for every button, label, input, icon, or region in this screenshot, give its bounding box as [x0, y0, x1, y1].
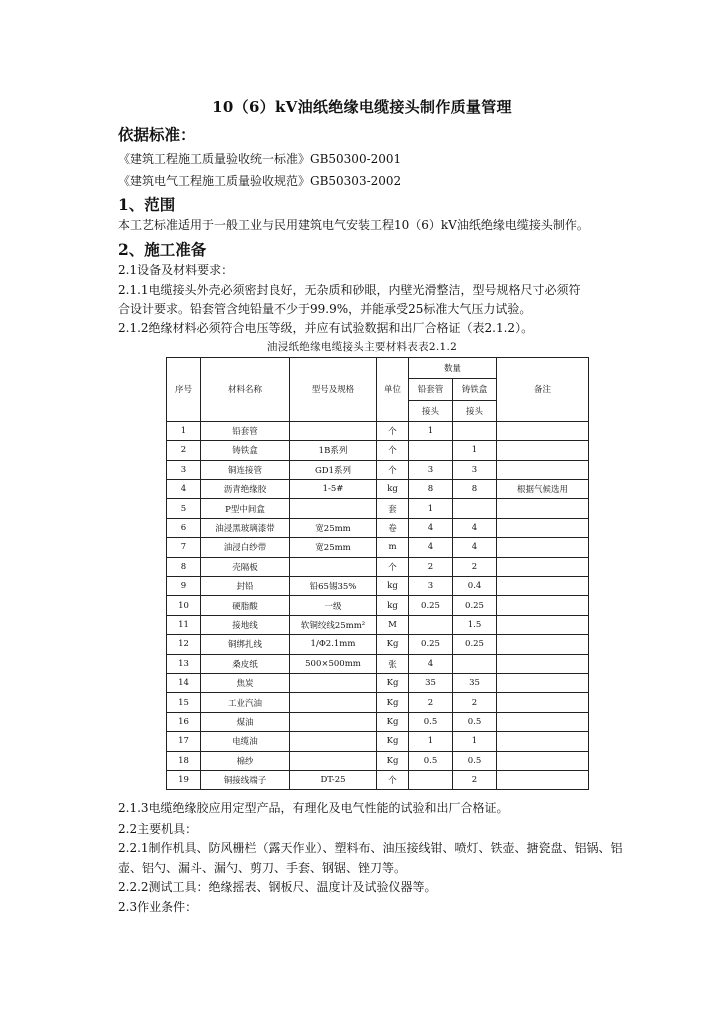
cell-no: 1	[167, 421, 201, 440]
cell-iron: 0.5	[453, 712, 497, 731]
cell-unit: 张	[377, 654, 409, 673]
cell-name: 铜绑扎线	[201, 635, 290, 654]
paragraph-2-2-1-line2: 壶、铝勺、漏斗、漏勺、剪刀、手套、钢锯、锉刀等。	[118, 861, 407, 875]
cell-note	[497, 751, 589, 770]
table-row	[167, 421, 589, 440]
cell-name: 铅套管	[201, 421, 290, 440]
cell-spec: 宽25mm	[290, 538, 377, 557]
section-1-text: 本工艺标准适用于一般工业与民用建筑电气安装工程10（6）kV油纸绝缘电缆接头制作。	[118, 218, 589, 232]
cell-unit: M	[377, 615, 409, 634]
cell-iron	[453, 654, 497, 673]
table-row	[167, 654, 589, 673]
cell-note	[497, 518, 589, 537]
table-row	[167, 712, 589, 731]
cell-iron: 2	[453, 693, 497, 712]
cell-lead: 3	[409, 577, 453, 596]
paragraph-2-2-1-line1: 2.2.1制作机具、防风栅栏（露天作业）、塑料布、油压接线钳、喷灯、铁壶、搪瓷盘、铝锅、铝	[118, 841, 623, 855]
cell-note	[497, 693, 589, 712]
cell-lead: 1	[409, 732, 453, 751]
cell-no: 16	[167, 712, 201, 731]
table-row	[167, 518, 589, 537]
table-row	[167, 480, 589, 499]
table-row	[167, 499, 589, 518]
cell-lead: 0.5	[409, 751, 453, 770]
table-row	[167, 557, 589, 576]
table-row	[167, 441, 589, 460]
cell-note	[497, 499, 589, 518]
cell-iron: 1.5	[453, 615, 497, 634]
cell-name: 电缆油	[201, 732, 290, 751]
cell-spec	[290, 693, 377, 712]
cell-unit: kg	[377, 480, 409, 499]
header-unit: 单位	[377, 358, 409, 422]
cell-note	[497, 538, 589, 557]
cell-name: 油浸白纱带	[201, 538, 290, 557]
cell-lead: 35	[409, 673, 453, 692]
paragraph-2-2-2: 2.2.2测试工具：绝缘摇表、钢板尺、温度计及试验仪器等。	[118, 880, 437, 894]
section-1-heading: 1、范围	[118, 195, 176, 214]
cell-note	[497, 770, 589, 789]
cell-note	[497, 732, 589, 751]
cell-no: 18	[167, 751, 201, 770]
cell-no: 9	[167, 577, 201, 596]
cell-spec: 1-5#	[290, 480, 377, 499]
cell-name: 铜接线端子	[201, 770, 290, 789]
cell-no: 3	[167, 460, 201, 479]
cell-no: 7	[167, 538, 201, 557]
cell-lead	[409, 441, 453, 460]
cell-lead: 8	[409, 480, 453, 499]
cell-spec: DT-25	[290, 770, 377, 789]
header-qty-iron: 铸铁盒	[453, 379, 497, 400]
cell-spec	[290, 673, 377, 692]
table-row	[167, 635, 589, 654]
cell-name: 工业汽油	[201, 693, 290, 712]
cell-name: 沥青绝缘胶	[201, 480, 290, 499]
paragraph-2-1-2: 2.1.2绝缘材料必须符合电压等级，并应有试验数据和出厂合格证（表2.1.2）。	[118, 321, 534, 335]
cell-name: P型中间盒	[201, 499, 290, 518]
table-row	[167, 673, 589, 692]
cell-unit: 个	[377, 421, 409, 440]
header-qty-iron-joint: 接头	[453, 400, 497, 421]
cell-spec	[290, 499, 377, 518]
basis-standard-1: 《建筑工程施工质量验收统一标准》GB50300-2001	[118, 152, 402, 166]
cell-unit: 个	[377, 441, 409, 460]
cell-name: 壳隔板	[201, 557, 290, 576]
cell-iron: 1	[453, 441, 497, 460]
cell-name: 油浸黑玻璃漆带	[201, 518, 290, 537]
paragraph-2-2: 2.2主要机具：	[118, 822, 198, 836]
cell-note	[497, 635, 589, 654]
cell-no: 13	[167, 654, 201, 673]
cell-lead	[409, 770, 453, 789]
header-no: 序号	[167, 358, 201, 422]
cell-lead: 0.25	[409, 635, 453, 654]
cell-lead: 4	[409, 654, 453, 673]
cell-lead	[409, 615, 453, 634]
paragraph-2-1-1-line2: 合设计要求。铅套管含纯铅量不少于99.9%，并能承受25标准大气压力试验。	[118, 302, 532, 316]
table-row	[167, 460, 589, 479]
cell-note: 根据气候选用	[497, 480, 589, 499]
paragraph-2-1: 2.1设备及材料要求：	[118, 263, 234, 277]
cell-note	[497, 441, 589, 460]
cell-name: 接地线	[201, 615, 290, 634]
cell-no: 14	[167, 673, 201, 692]
cell-lead: 1	[409, 421, 453, 440]
cell-name: 焦炭	[201, 673, 290, 692]
table-row	[167, 615, 589, 634]
cell-note	[497, 615, 589, 634]
cell-unit: 个	[377, 770, 409, 789]
table-row	[167, 596, 589, 615]
cell-name: 煤油	[201, 712, 290, 731]
basis-heading: 依据标准：	[118, 125, 196, 144]
cell-name: 棉纱	[201, 751, 290, 770]
paragraph-2-3: 2.3作业条件：	[118, 900, 198, 914]
cell-spec	[290, 732, 377, 751]
cell-unit: m	[377, 538, 409, 557]
cell-name: 硬脂酸	[201, 596, 290, 615]
cell-lead: 2	[409, 557, 453, 576]
cell-name: 桑皮纸	[201, 654, 290, 673]
cell-unit: kg	[377, 596, 409, 615]
cell-note	[497, 712, 589, 731]
cell-spec: 宽25mm	[290, 518, 377, 537]
cell-unit: Kg	[377, 635, 409, 654]
cell-spec: 1/Φ2.1mm	[290, 635, 377, 654]
cell-no: 6	[167, 518, 201, 537]
cell-spec	[290, 751, 377, 770]
cell-no: 2	[167, 441, 201, 460]
table-row	[167, 751, 589, 770]
cell-spec: 铅65锡35%	[290, 577, 377, 596]
cell-note	[497, 421, 589, 440]
cell-iron: 2	[453, 557, 497, 576]
cell-iron	[453, 499, 497, 518]
cell-iron: 1	[453, 732, 497, 751]
cell-unit: Kg	[377, 693, 409, 712]
cell-iron: 4	[453, 538, 497, 557]
cell-spec	[290, 557, 377, 576]
cell-note	[497, 673, 589, 692]
cell-note	[497, 557, 589, 576]
cell-unit: 套	[377, 499, 409, 518]
paragraph-2-1-3: 2.1.3电缆绝缘胶应用定型产品，有理化及电气性能的试验和出厂合格证。	[118, 801, 509, 815]
cell-iron: 0.5	[453, 751, 497, 770]
cell-no: 4	[167, 480, 201, 499]
cell-unit: Kg	[377, 673, 409, 692]
document-title: 10（6）kV油纸绝缘电缆接头制作质量管理	[212, 98, 512, 116]
header-note: 备注	[497, 358, 589, 422]
table-row	[167, 732, 589, 751]
cell-iron: 0.4	[453, 577, 497, 596]
cell-iron	[453, 421, 497, 440]
table-row	[167, 577, 589, 596]
cell-iron: 4	[453, 518, 497, 537]
cell-no: 15	[167, 693, 201, 712]
table-row	[167, 693, 589, 712]
cell-spec: 一级	[290, 596, 377, 615]
cell-no: 10	[167, 596, 201, 615]
table-row	[167, 770, 589, 789]
cell-lead: 4	[409, 538, 453, 557]
cell-unit: 个	[377, 557, 409, 576]
cell-unit: 卷	[377, 518, 409, 537]
cell-lead: 0.5	[409, 712, 453, 731]
cell-note	[497, 654, 589, 673]
header-qty: 数量	[409, 358, 497, 379]
cell-name: 封铅	[201, 577, 290, 596]
cell-spec: GD1系列	[290, 460, 377, 479]
cell-iron: 35	[453, 673, 497, 692]
header-spec: 型号及规格	[290, 358, 377, 422]
cell-unit: Kg	[377, 732, 409, 751]
cell-spec	[290, 712, 377, 731]
cell-lead: 3	[409, 460, 453, 479]
cell-iron: 0.25	[453, 596, 497, 615]
cell-no: 17	[167, 732, 201, 751]
table-caption: 油浸纸绝缘电缆接头主要材料表表2.1.2	[266, 341, 458, 353]
cell-lead: 1	[409, 499, 453, 518]
cell-note	[497, 460, 589, 479]
cell-iron: 2	[453, 770, 497, 789]
section-2-heading: 2、施工准备	[118, 240, 207, 259]
table-row	[167, 538, 589, 557]
cell-lead: 0.25	[409, 596, 453, 615]
cell-name: 铜连接管	[201, 460, 290, 479]
header-name: 材料名称	[201, 358, 290, 422]
cell-iron: 0.25	[453, 635, 497, 654]
cell-note	[497, 596, 589, 615]
materials-table	[166, 357, 589, 790]
cell-iron: 3	[453, 460, 497, 479]
cell-spec: 1B系列	[290, 441, 377, 460]
cell-no: 8	[167, 557, 201, 576]
cell-no: 5	[167, 499, 201, 518]
cell-name: 铸铁盒	[201, 441, 290, 460]
cell-unit: 个	[377, 460, 409, 479]
cell-no: 11	[167, 615, 201, 634]
cell-spec: 软铜绞线25mm²	[290, 615, 377, 634]
cell-unit: kg	[377, 577, 409, 596]
cell-no: 19	[167, 770, 201, 789]
cell-spec: 500×500mm	[290, 654, 377, 673]
cell-note	[497, 577, 589, 596]
cell-unit: Kg	[377, 751, 409, 770]
header-qty-lead-joint: 接头	[409, 400, 453, 421]
paragraph-2-1-1-line1: 2.1.1电缆接头外壳必须密封良好，无杂质和砂眼，内壁光滑整洁，型号规格尺寸必须符	[118, 283, 581, 297]
cell-lead: 4	[409, 518, 453, 537]
cell-spec	[290, 421, 377, 440]
cell-no: 12	[167, 635, 201, 654]
cell-lead: 2	[409, 693, 453, 712]
basis-standard-2: 《建筑电气工程施工质量验收规范》GB50303-2002	[118, 174, 402, 188]
cell-iron: 8	[453, 480, 497, 499]
header-qty-lead: 铅套管	[409, 379, 453, 400]
cell-unit: Kg	[377, 712, 409, 731]
